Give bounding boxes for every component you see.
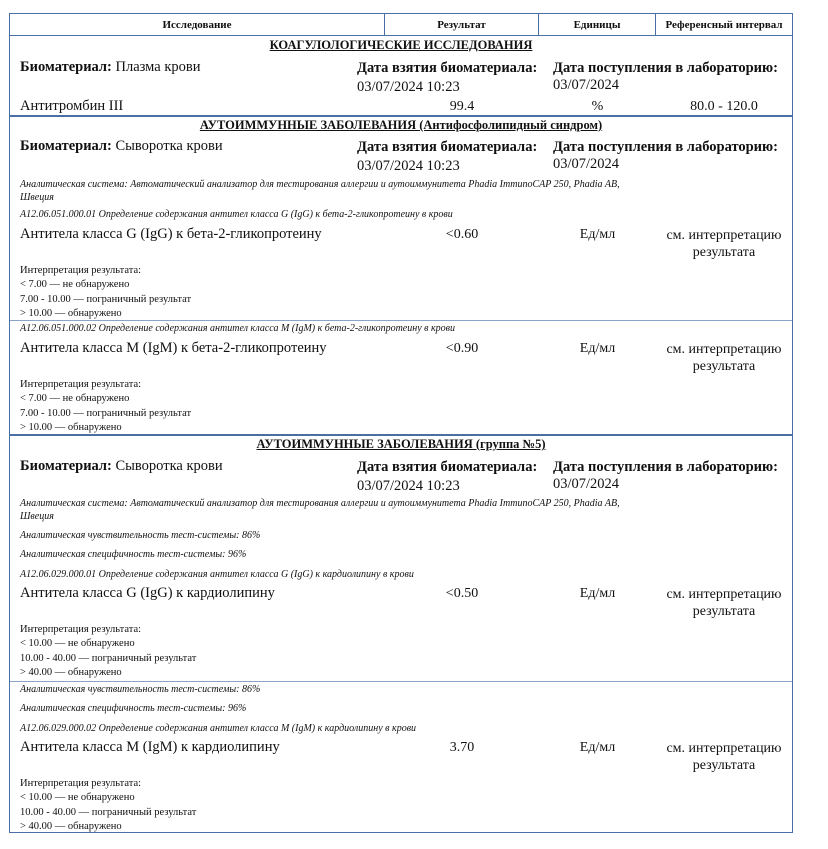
biomaterial-line [20, 59, 200, 76]
section-divider [10, 115, 792, 117]
ref-see-interp: см. интерпретацию [666, 228, 782, 243]
test-result: <0.50 [445, 586, 479, 601]
row-divider [10, 320, 792, 321]
interpretation-line: 10.00 - 40.00 — пограничный результат [20, 652, 197, 664]
section-title-coagulation: КОАГУЛОЛОГИЧЕСКИЕ ИССЛЕДОВАНИЯ [269, 38, 533, 52]
analytic-system-note-cont: Швеция [20, 192, 54, 203]
interpretation-title: Интерпретация результата: [20, 624, 142, 635]
interpretation-line: 10.00 - 40.00 — пограничный результат [20, 806, 197, 818]
test-code: A12.06.029.000.02 Определение содержания антител класса M (IgM) к кардиолипину в крови [20, 723, 417, 734]
biomaterial-value: Сыворотка крови [115, 458, 223, 474]
section-divider [10, 434, 792, 436]
col-header-ref: Референсный интервал [656, 14, 792, 36]
test-name: Антитела класса M (IgM) к кардиолипину [20, 739, 280, 755]
section-title-autoimmune-group5: АУТОИММУННЫЕ ЗАБОЛЕВАНИЯ (группа №5) [256, 437, 546, 451]
date-taken-label: Дата взятия биоматериала: [357, 60, 538, 76]
interpretation-block [20, 623, 196, 680]
date-received-label: Дата поступления в лабораторию: [553, 139, 778, 155]
report-table [9, 13, 793, 833]
ref-see-interp: см. интерпретацию [666, 342, 782, 357]
interpretation-block [20, 378, 191, 435]
biomaterial-label: Биоматериал: [20, 59, 112, 75]
date-received-value: 03/07/2024 [553, 77, 620, 93]
date-received-label: Дата поступления в лабораторию: [553, 459, 778, 475]
test-name: Антитромбин III [20, 98, 124, 114]
interpretation-line: > 40.00 — обнаружено [20, 666, 122, 678]
biomaterial-label: Биоматериал: [20, 458, 112, 474]
test-units: Ед/мл [579, 341, 616, 356]
ref-see-interp-cont: результата [692, 359, 756, 374]
test-reference [656, 740, 792, 774]
interpretation-line: < 7.00 — не обнаружено [20, 279, 130, 291]
ref-see-interp-cont: результата [692, 245, 756, 260]
test-result: <0.60 [445, 227, 479, 242]
col-header-result: Результат [385, 14, 539, 36]
ref-see-interp: см. интерпретацию [666, 587, 782, 602]
ref-see-interp-cont: результата [692, 604, 756, 619]
test-code: A12.06.051.000.01 Определение содержания антител класса G (IgG) к бета-2-гликопротеину в крови [20, 209, 453, 220]
specificity-note: Аналитическая специфичность тест-системы: 96% [20, 549, 247, 560]
biomaterial-label: Биоматериал: [20, 138, 112, 154]
row-divider [10, 681, 792, 682]
interpretation-block [20, 777, 196, 834]
biomaterial-line [20, 138, 223, 155]
interpretation-block [20, 264, 191, 321]
test-reference [656, 586, 792, 620]
section-title-antiphospholipid: АУТОИММУННЫЕ ЗАБОЛЕВАНИЯ (Антифосфолипидный синдром) [199, 118, 603, 132]
specificity-note: Аналитическая специфичность тест-системы: 96% [20, 703, 247, 714]
test-reference [656, 227, 792, 261]
date-taken-value: 03/07/2024 10:23 [357, 158, 460, 174]
test-result: 3.70 [449, 740, 475, 755]
analytic-system-note: Аналитическая система: Автоматический анализатор для тестирования аллергии и аутоиммунитета Phadia ImmunoCAP 250, Phadia AB, [20, 498, 620, 509]
col-header-units: Единицы [539, 14, 656, 36]
interpretation-line: < 7.00 — не обнаружено [20, 393, 130, 405]
interpretation-line: < 10.00 — не обнаружено [20, 792, 135, 804]
test-reference: 80.0 - 120.0 [690, 99, 758, 114]
col-header-study: Исследование [10, 14, 385, 36]
biomaterial-value: Плазма крови [115, 59, 201, 75]
test-units: % [591, 99, 604, 114]
date-taken-value: 03/07/2024 10:23 [357, 478, 460, 494]
interpretation-title: Интерпретация результата: [20, 379, 142, 390]
test-units: Ед/мл [579, 586, 616, 601]
interpretation-line: < 10.00 — не обнаружено [20, 638, 135, 650]
date-taken-label: Дата взятия биоматериала: [357, 139, 538, 155]
interpretation-line: 7.00 - 10.00 — пограничный результат [20, 293, 192, 305]
biomaterial-line [20, 458, 223, 475]
interpretation-line: > 10.00 — обнаружено [20, 421, 122, 433]
test-name: Антитела класса G (IgG) к кардиолипину [20, 585, 275, 601]
interpretation-line: > 10.00 — обнаружено [20, 307, 122, 319]
ref-see-interp-cont: результата [692, 758, 756, 773]
sensitivity-note: Аналитическая чувствительность тест-системы: 86% [20, 530, 261, 541]
test-result: 99.4 [449, 99, 475, 114]
test-reference [656, 341, 792, 375]
date-taken-label: Дата взятия биоматериала: [357, 459, 538, 475]
sensitivity-note: Аналитическая чувствительность тест-системы: 86% [20, 684, 261, 695]
test-name: Антитела класса G (IgG) к бета-2-гликопротеину [20, 226, 322, 242]
test-code: A12.06.029.000.01 Определение содержания антител класса G (IgG) к кардиолипину в крови [20, 569, 414, 580]
test-name: Антитела класса M (IgM) к бета-2-гликопротеину [20, 340, 327, 356]
test-units: Ед/мл [579, 227, 616, 242]
analytic-system-note-cont: Швеция [20, 511, 54, 522]
test-result: <0.90 [445, 341, 479, 356]
interpretation-line: 7.00 - 10.00 — пограничный результат [20, 407, 192, 419]
date-received-value: 03/07/2024 [553, 156, 620, 172]
test-code: A12.06.051.000.02 Определение содержания антител класса M (IgM) к бета-2-гликопротеину в крови [20, 323, 455, 334]
date-received-value: 03/07/2024 [553, 476, 620, 492]
biomaterial-value: Сыворотка крови [115, 138, 223, 154]
date-taken-value: 03/07/2024 10:23 [357, 79, 460, 95]
date-received-label: Дата поступления в лабораторию: [553, 60, 778, 76]
interpretation-title: Интерпретация результата: [20, 265, 142, 276]
analytic-system-note: Аналитическая система: Автоматический анализатор для тестирования аллергии и аутоиммунитета Phadia ImmunoCAP 250, Phadia AB, [20, 179, 620, 190]
interpretation-line: > 40.00 — обнаружено [20, 820, 122, 832]
ref-see-interp: см. интерпретацию [666, 741, 782, 756]
test-units: Ед/мл [579, 740, 616, 755]
interpretation-title: Интерпретация результата: [20, 778, 142, 789]
